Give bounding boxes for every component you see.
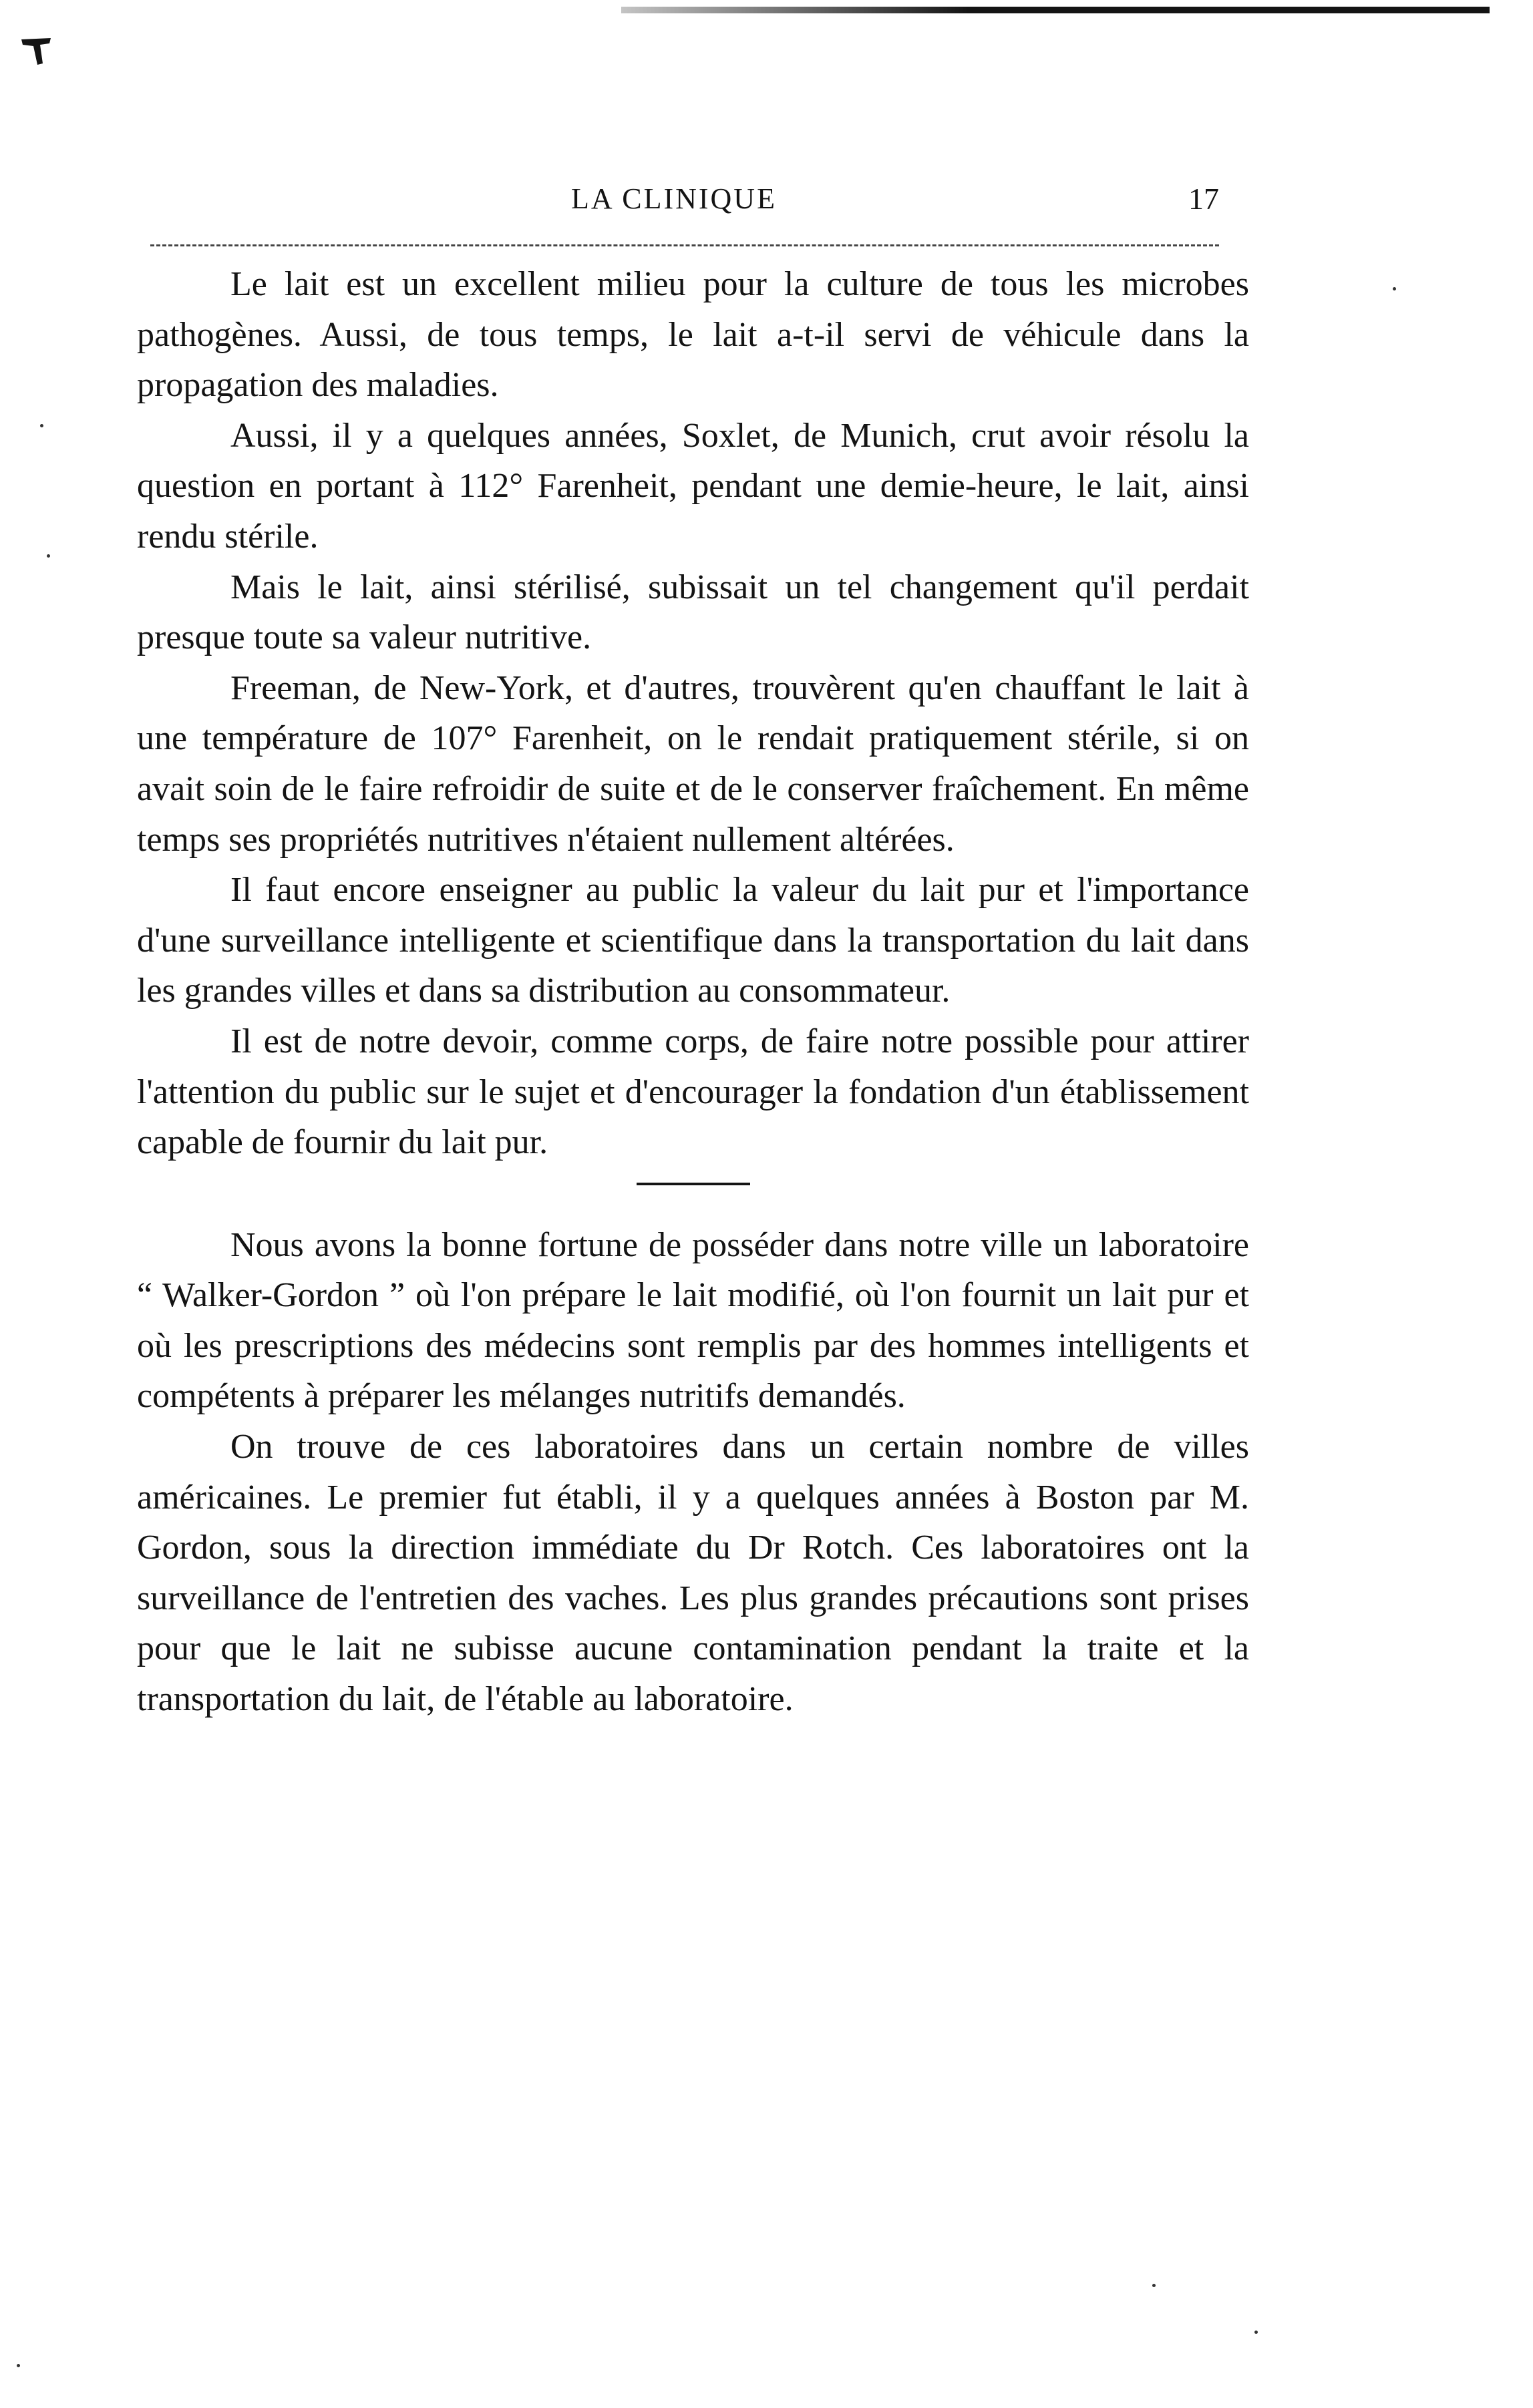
paragraph: Il faut encore enseigner au public la valeur du lait pur et l'importance d'une surveillance intelligente et scientifique dans la transportation du lait dans les grandes villes et dans sa distribution au consommateur. [137,871,1249,1010]
top-edge-rule [621,7,1490,13]
paragraph: Mais le lait, ainsi stérilisé, subissait un tel changement qu'il perdait presque toute sa valeur nutritive. [137,568,1249,657]
paragraph: Aussi, il y a quelques années, Soxlet, de Munich, crut avoir résolu la question en portant à 112° Farenheit, pendant une demie-heure, le lait, ainsi rendu stérile. [137,416,1249,556]
printer-mark-icon [20,37,53,67]
paragraph: On trouve de ces laboratoires dans un certain nombre de villes américaines. Le premier fut établi, il y a quelques années à Boston par M. Gordon, sous la direction immédiate du Dr Rotch. Ces laboratoires ont la surveillance de l'entretien des vaches. Les plus grandes précautions sont prises pour que le lait ne subisse aucune contamination pendant la traite et la transportation du lait, de l'étable au laboratoire. [137,1428,1249,1719]
margin-speck [47,554,50,558]
margin-speck [17,2364,20,2367]
margin-speck [1152,2284,1156,2287]
margin-speck [40,424,43,427]
page-header [144,179,1232,226]
paragraph: Il est de notre devoir, comme corps, de faire notre possible pour attirer l'attention du public sur le sujet et d'encourager la fondation d'un établissement capable de fournir du lait pur. [137,1022,1249,1162]
header-rule [150,244,1219,246]
body-text [137,259,1249,1725]
paragraph: Freeman, de New-York, et d'autres, trouvèrent qu'en chauffant le lait à une température de 107° Farenheit, on le rendait pratiquement stérile, si on avait soin de le faire refroidir de suite et de le conserver fraîchement. En même temps ses propriétés nutritives n'étaient nullement altérées. [137,668,1249,859]
paragraph: Le lait est un excellent milieu pour la culture de tous les microbes pathogènes. Aussi, de tous temps, le lait a-t-il servi de véhicule dans la propagation des maladies. [137,265,1249,405]
page-number: 17 [1188,182,1219,216]
section-divider [637,1183,750,1185]
running-title: LA CLINIQUE [571,182,777,215]
paragraph: Nous avons la bonne fortune de posséder dans notre ville un laboratoire “ Walker-Gordon ” où l'on prépare le lait modifié, où l'on fournit un lait pur et où les prescriptions des médecins sont remplis par des hommes intelligents et compétents à préparer les mélanges nutritifs demandés. [137,1225,1249,1416]
margin-speck [1254,2331,1258,2334]
margin-speck [1393,287,1396,290]
